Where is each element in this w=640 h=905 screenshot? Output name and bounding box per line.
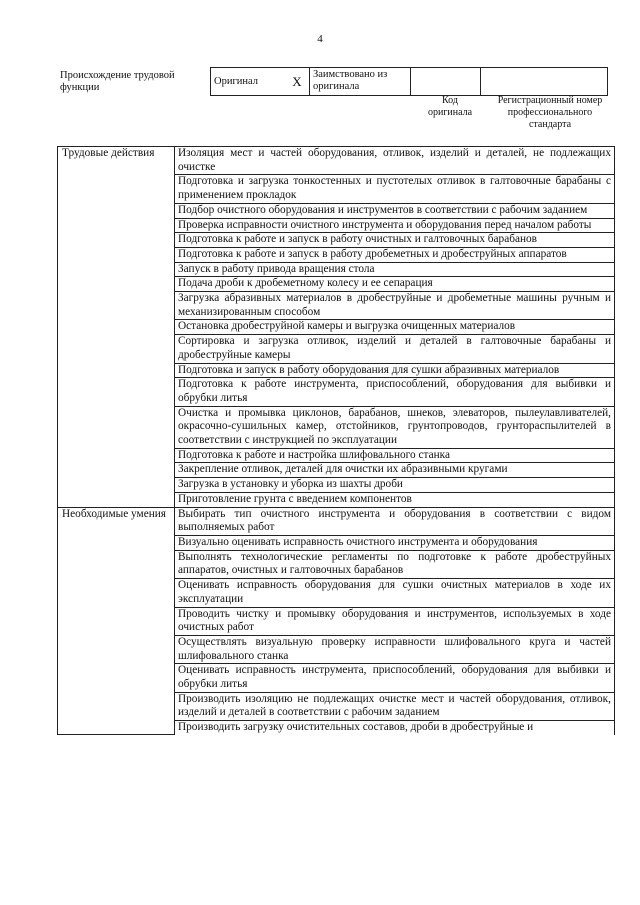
table-row [58, 147, 615, 175]
table-cell: Подготовка и загрузка тонкостенных и пустотелых отливок в галтовочные барабаны с применением прокладок [175, 175, 615, 203]
table-cell: Оценивать исправность инструмента, приспособлений, оборудования для выбивки и обрубки литья [175, 664, 615, 692]
table-cell: Оценивать исправность оборудования для сушки очистных материалов в ходе их эксплуатации [175, 579, 615, 607]
table-cell: Проводить чистку и промывку оборудования и инструментов, используемых в ходе очистных работ [175, 607, 615, 635]
section-title: Трудовые действия [58, 147, 175, 508]
table-cell: Закрепление отливок, деталей для очистки их абразивными кругами [175, 463, 615, 478]
table-cell: Запуск в работу привода вращения стола [175, 262, 615, 277]
section-title: Необходимые умения [58, 507, 175, 735]
origin-label: Происхождение трудовой функции [60, 70, 175, 93]
table-cell: Очистка и промывка циклонов, барабанов, шнеков, элеваторов, пылеулавливателей, окрасочно-сушильных камер, отстойников, грунтопроводов, грунтораспылителей в соответствии с инструкцией по эксплуатации [175, 406, 615, 448]
original-cell: Оригинал [211, 68, 286, 96]
table-cell: Остановка дробеструйной камеры и выгрузка очищенных материалов [175, 320, 615, 335]
table-cell: Загрузка в установку и уборка из шахты дроби [175, 478, 615, 493]
table-cell: Подбор очистного оборудования и инструментов в соответствии с рабочим заданием [175, 203, 615, 218]
table-cell: Визуально оценивать исправность очистного инструмента и оборудования [175, 535, 615, 550]
table-cell: Выбирать тип очистного инструмента и оборудования в соответствии с видом выполняемых работ [175, 507, 615, 535]
original-mark: X [285, 68, 310, 96]
table-cell: Сортировка и загрузка отливок, изделий и деталей в галтовочные барабаны и дробеструйные камеры [175, 335, 615, 363]
page-number: 4 [317, 33, 323, 45]
table-cell: Производить загрузку очистительных составов, дроби в дробеструйные и [175, 721, 615, 735]
reg-number-cell [481, 68, 608, 96]
table-cell: Подготовка к работе и настройка шлифовального станка [175, 448, 615, 463]
table-cell: Приготовление грунта с введением компонентов [175, 492, 615, 507]
table-cell: Выполнять технологические регламенты по подготовке к работе дробеструйных аппаратов, очистных и галтовочных барабанов [175, 550, 615, 578]
table-cell: Осуществлять визуальную проверку исправности шлифовального круга и частей шлифовального станка [175, 635, 615, 663]
table-cell: Изоляция мест и частей оборудования, отливок, изделий и деталей, не подлежащих очистке [175, 147, 615, 175]
origin-table [210, 67, 608, 96]
table-cell: Подача дроби к дробеметному колесу и ее сепарация [175, 277, 615, 292]
table-cell: Подготовка к работе и запуск в работу дробеметных и дробеструйных аппаратов [175, 247, 615, 262]
table-cell: Проверка исправности очистного инструмента и оборудования перед началом работы [175, 218, 615, 233]
table-row [58, 507, 615, 535]
code-caption: Код оригинала [427, 95, 473, 118]
code-cell [411, 68, 481, 96]
table-cell: Подготовка к работе и запуск в работу очистных и галтовочных барабанов [175, 233, 615, 248]
table-cell: Загрузка абразивных материалов в дробеструйные и дробеметные машины ручным и механизированным способом [175, 292, 615, 320]
functions-table [57, 146, 615, 735]
table-cell: Подготовка и запуск в работу оборудования для сушки абразивных материалов [175, 363, 615, 378]
reg-number-caption: Регистрационный номер профессионального стандарта [497, 95, 603, 130]
table-cell: Подготовка к работе инструмента, приспособлений, оборудования для выбивки и обрубки литья [175, 378, 615, 406]
borrowed-cell: Заимствовано из оригинала [310, 68, 411, 96]
table-cell: Производить изоляцию не подлежащих очистке мест и частей оборудования, отливок, изделий и деталей в соответствии с рабочим заданием [175, 692, 615, 720]
